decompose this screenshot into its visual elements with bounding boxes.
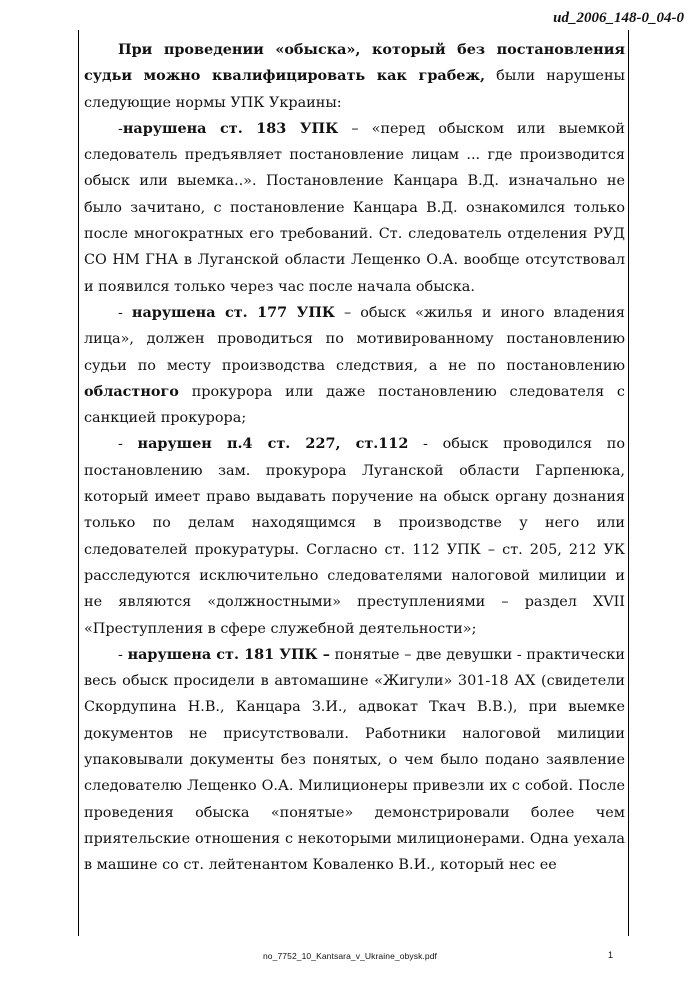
item-bold: нарушена ст. 177 УПК (131, 303, 335, 321)
item-text-after: прокурора или даже постановлению следователя с санкцией прокурора; (84, 383, 625, 427)
item-text: – «перед обыском или выемкой следователь предъявляет постановление лицам ... где производится обыск или выемка..». Постановление Канцара В.Д. изначально не было зачитано, с постановление Канцара В.Д. ознакомился только после многократных его требований. Ст. следователь отделения РУД СО НМ ГНА в Луганской области Лещенко О.А. вообще отсутствовал и появился только через час после начала обыска. (84, 120, 625, 295)
document-code: ud_2006_148-0_04-0 (553, 10, 684, 26)
item-prefix: - (118, 304, 132, 321)
item-text: – обыск «жилья и иного владения лица», должен проводиться по мотивированному постановлению судьи по месту производства следствия, а не по постановлению (84, 304, 625, 374)
item-bold-mid: областного (84, 382, 179, 400)
right-margin-rule (628, 30, 629, 936)
left-margin-rule (78, 30, 79, 936)
intro-bold: При проведении «обыска», который без постановления судьи можно квалифицировать как грабеж, (84, 41, 625, 85)
violation-item (84, 431, 625, 641)
intro-paragraph (84, 37, 625, 116)
violation-item (84, 116, 625, 300)
intro-rest: были нарушены следующие нормы УПК Украины: (84, 68, 625, 111)
violation-item (84, 300, 625, 431)
item-bold: нарушена ст. 181 УПК – (127, 645, 330, 663)
footer-filename: no_7752_10_Kantsara_v_Ukraine_obysk.pdf (262, 951, 438, 961)
item-bold: нарушена ст. 183 УПК (122, 119, 339, 137)
item-prefix: - (118, 120, 123, 137)
item-text: понятые – две девушки - практически весь обыск просидели в автомашине «Жигули» 301-18 АХ (свидетели Скордупина Н.В., Канцара З.И., адвокат Ткач В.В.), при выемке документов не присутствовали. Работники налоговой милиции упаковывали документы без понятых, о чем было подано заявление следователю Лещенко О.А. Милиционеры привезли их с собой. После проведения обыска «понятые» демонстрировали более чем приятельские отношения с некоторыми милиционерами. Одна уехала в машине со ст. лейтенантом Коваленко В.И., который нес ее (84, 646, 626, 874)
item-prefix: - (118, 436, 138, 453)
item-text: - обыск проводился по постановлению зам. прокурора Луганской области Гарпенюка, который имеет право выдавать поручение на обыск органу дознания только по делам находящимся в производстве у него или следователей прокуратуры. Согласно ст. 112 УПК – ст. 205, 212 УК расследуются исключительно следователями налоговой милиции и не являются «должностными» преступлениями – раздел XVII «Преступления в сфере служебной деятельности»; (84, 436, 625, 637)
page-number: 1 (608, 950, 614, 960)
item-bold: нарушен п.4 ст. 227, ст.112 (137, 435, 409, 453)
document-body (84, 37, 625, 879)
violation-item (84, 642, 625, 879)
item-prefix: - (118, 646, 128, 663)
